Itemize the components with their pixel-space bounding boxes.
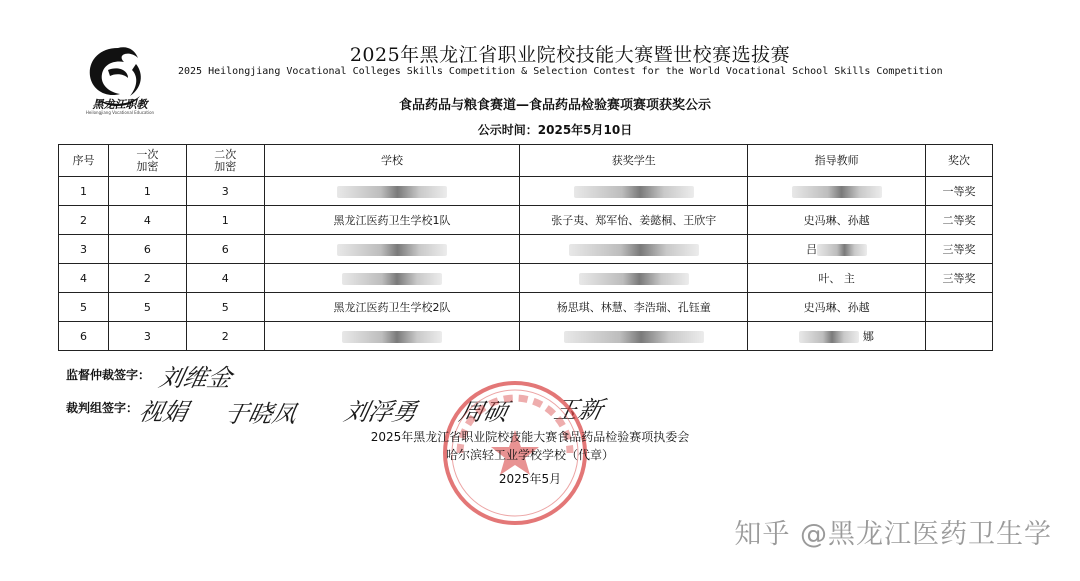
cell-enc1: 3: [108, 322, 186, 351]
logo-text: 黑龙江职教: [92, 98, 148, 111]
page-title: 2025年黑龙江省职业院校技能大赛暨世校赛选拔赛: [349, 44, 791, 66]
cell-award: [926, 322, 993, 351]
cell-award: 二等奖: [926, 206, 993, 235]
cell-teachers: 吕: [748, 235, 926, 264]
cell-students: 杨思琪、林慧、李浩瑞、孔钰童: [520, 293, 748, 322]
table-row: [59, 235, 993, 264]
committee-name: 2025年黑龙江省职业院校技能大赛食品药品检验赛项执委会: [370, 430, 690, 444]
committee-school: 哈尔滨轻工业学校学校（代章）: [445, 448, 614, 462]
publish-date: 公示时间：2025年5月10日: [477, 123, 633, 137]
table-row: [59, 322, 993, 351]
supervisor-signature: 刘维金: [156, 364, 235, 392]
col-header-teachers: 指导教师: [748, 145, 926, 177]
cell-teachers: 娜: [748, 322, 926, 351]
cell-school-redacted: [264, 177, 520, 206]
cell-enc2: 5: [186, 293, 264, 322]
jury-signature: 玉新: [551, 396, 606, 424]
col-header-first-encryption: 一次 加密: [108, 145, 186, 177]
cell-enc1: 5: [108, 293, 186, 322]
award-table: [58, 144, 993, 351]
cell-enc1: 1: [108, 177, 186, 206]
cell-enc2: 1: [186, 206, 264, 235]
table-row: [59, 206, 993, 235]
cell-students-redacted: [520, 322, 748, 351]
cell-award: [926, 293, 993, 322]
english-subtitle: 2025 Heilongjiang Vocational Colleges Skills Competition & Selection Contest for the World Vocational School Skills Competition: [178, 66, 943, 77]
cell-teachers: 史冯琳、孙越: [748, 206, 926, 235]
cell-no: 4: [59, 264, 109, 293]
jury-signature: 周硕: [456, 398, 511, 426]
cell-students-redacted: [520, 264, 748, 293]
zhihu-watermark: 知乎 @黑龙江医药卫生学: [734, 519, 1052, 550]
cell-teachers-redacted: [748, 177, 926, 206]
col-header-award: 奖次: [926, 145, 993, 177]
col-header-second-encryption: 二次 加密: [186, 145, 264, 177]
cell-award: 三等奖: [926, 235, 993, 264]
cell-students-redacted: [520, 235, 748, 264]
cell-enc2: 6: [186, 235, 264, 264]
table-row: [59, 293, 993, 322]
cell-no: 2: [59, 206, 109, 235]
cell-enc1: 2: [108, 264, 186, 293]
table-row: [59, 177, 993, 206]
cell-teachers: 叶、 主: [748, 264, 926, 293]
col-header-school: 学校: [264, 145, 520, 177]
jury-signature: 刘浮勇: [341, 398, 420, 426]
cell-school-redacted: [264, 235, 520, 264]
table-row: [59, 264, 993, 293]
logo-subtext: Heilongjiang Vocational Education: [85, 110, 155, 115]
cell-school-redacted: [264, 322, 520, 351]
cell-award: 三等奖: [926, 264, 993, 293]
cell-no: 5: [59, 293, 109, 322]
jury-signature: 于晓凤: [221, 400, 300, 428]
jury-signature: 视娟: [136, 398, 191, 426]
cell-enc2: 2: [186, 322, 264, 351]
cell-no: 6: [59, 322, 109, 351]
cell-students-redacted: [520, 177, 748, 206]
table-header-row: [59, 145, 993, 177]
cell-school-redacted: [264, 264, 520, 293]
cell-school: 黑龙江医药卫生学校2队: [264, 293, 520, 322]
cell-enc1: 4: [108, 206, 186, 235]
cell-award: 一等奖: [926, 177, 993, 206]
jury-signature-label: 裁判组签字：: [66, 401, 139, 415]
supervisor-signature-label: 监督仲裁签字：: [66, 368, 151, 382]
cell-enc2: 3: [186, 177, 264, 206]
track-title: 食品药品与粮食赛道—食品药品检验赛项赛项获奖公示: [398, 98, 711, 113]
cell-students: 张子夷、郑军怡、姜懿桐、王欣宇: [520, 206, 748, 235]
cell-teachers: 史冯琳、孙越: [748, 293, 926, 322]
col-header-students: 获奖学生: [520, 145, 748, 177]
committee-date: 2025年5月: [498, 472, 562, 486]
cell-school: 黑龙江医药卫生学校1队: [264, 206, 520, 235]
cell-no: 3: [59, 235, 109, 264]
cell-enc1: 6: [108, 235, 186, 264]
cell-enc2: 4: [186, 264, 264, 293]
cell-no: 1: [59, 177, 109, 206]
col-header-no: 序号: [59, 145, 109, 177]
